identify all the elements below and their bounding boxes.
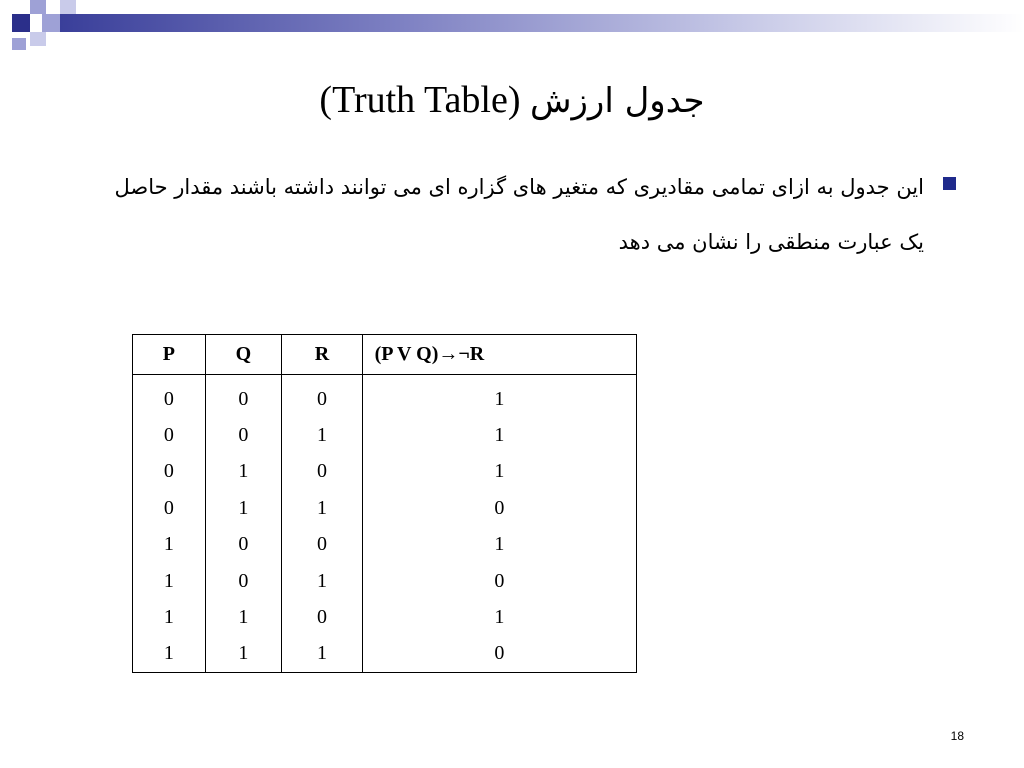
corner-square-light [30,32,46,46]
table-cell: 1 [362,417,636,453]
corner-square-dark [12,38,26,50]
table-cell: 0 [133,375,206,418]
title-ascii: (Truth Table) [319,79,521,121]
bullet-square-icon [943,177,956,190]
table-cell: 0 [133,417,206,453]
column-header: P [133,335,206,375]
table-row [133,527,637,563]
table-row [133,490,637,526]
page-number: 18 [950,729,964,743]
corner-square-dark [12,14,30,32]
truth-table [132,334,637,673]
table-cell: 0 [133,454,206,490]
table-row [133,599,637,635]
table-cell: 1 [362,599,636,635]
table-row [133,417,637,453]
column-header: Q [205,335,282,375]
corner-square-light [60,0,76,14]
table-cell: 1 [205,636,282,673]
table-row [133,563,637,599]
table-cell: 1 [282,490,362,526]
table-cell: 1 [133,527,206,563]
table-cell: 1 [282,636,362,673]
table-cell: 1 [282,563,362,599]
table-cell: 1 [205,490,282,526]
table-cell: 0 [362,563,636,599]
table-cell: 1 [362,375,636,418]
table-cell: 0 [282,375,362,418]
table-cell: 0 [362,636,636,673]
table-row [133,454,637,490]
column-header: (P V Q)→¬R [362,335,636,375]
table-header-row [133,335,637,375]
column-header: R [282,335,362,375]
table-cell: 1 [362,527,636,563]
table-cell: 0 [205,417,282,453]
corner-square-mid [42,14,60,32]
table-row [133,636,637,673]
table-cell: 0 [133,490,206,526]
table-cell: 0 [362,490,636,526]
corner-square-light [30,0,46,14]
table-row [133,375,637,418]
table-cell: 1 [133,599,206,635]
table-cell: 1 [282,417,362,453]
table-cell: 0 [205,563,282,599]
table-cell: 1 [205,599,282,635]
table-cell: 1 [362,454,636,490]
table-cell: 0 [282,527,362,563]
table-cell: 0 [205,375,282,418]
slide-title [0,70,1024,131]
table-cell: 1 [133,636,206,673]
bullet-paragraph: این جدول به ازای تمامی مقادیری که متغیر های گزاره ای می توانند داشته باشند مقدار حاصل یک عبارت منطقی را نشان می دهد [114,175,924,254]
title-persian: جدول ارزش [529,81,705,121]
table-cell: 1 [133,563,206,599]
table-cell: 0 [282,599,362,635]
header-gradient-bar [60,14,1024,32]
table-cell: 0 [282,454,362,490]
table-cell: 0 [205,527,282,563]
table-cell: 1 [205,454,282,490]
